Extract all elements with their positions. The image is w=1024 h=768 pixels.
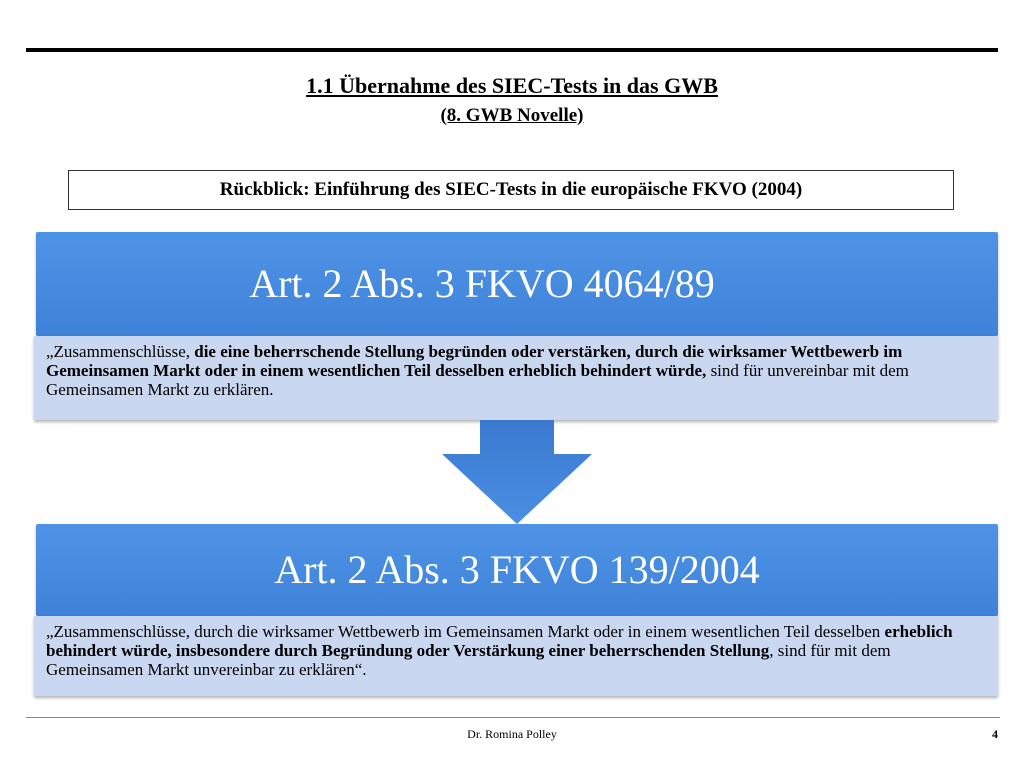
page-number: 4: [992, 727, 998, 741]
block1-heading: Art. 2 Abs. 3 FKVO 4064/89: [249, 261, 715, 306]
block1-body: [34, 336, 998, 420]
block2-heading: Art. 2 Abs. 3 FKVO 139/2004: [274, 547, 760, 592]
block2-header: [36, 524, 998, 616]
review-box: [68, 170, 954, 210]
block2-body: [34, 616, 998, 696]
block2-text-part2: , sind für mit dem Gemeinsamen Markt unvereinbar zu erklären“.: [46, 641, 891, 679]
block1-header: [36, 232, 998, 336]
block1-text-bold: die eine beherrschende Stellung begründen oder verstärken, durch die wirksamer Wettbewerb im Gemeinsamen Markt oder in einem wesentlichen Teil desselben erheblich behindert würde,: [46, 342, 903, 380]
title-block: [0, 72, 1024, 128]
footer-rule: [26, 717, 1000, 718]
down-arrow-icon: [442, 420, 592, 524]
block2-text: [46, 622, 986, 679]
block1-text-part2: sind für unvereinbar mit dem Gemeinsamen Markt zu erklären.: [46, 361, 909, 399]
block2-text-part1: „Zusammenschlüsse, durch die wirksamer Wettbewerb im Gemeinsamen Markt oder in einem wesentlichen Teil desselben: [46, 622, 885, 641]
block1-text: [46, 342, 986, 399]
slide-subtitle: (8. GWB Novelle): [440, 105, 584, 126]
review-box-text: Rückblick: Einführung des SIEC-Tests in die europäische FKVO (2004): [219, 179, 803, 200]
top-rule: [26, 48, 998, 52]
block2-text-bold: erheblich behindert würde, insbesondere durch Begründung oder Verstärkung einer beherrschenden Stellung: [46, 622, 953, 660]
slide-title: 1.1 Übernahme des SIEC-Tests in das GWB: [306, 73, 718, 98]
footer-author: Dr. Romina Polley: [467, 727, 557, 741]
block1-text-part1: „Zusammenschlüsse,: [46, 342, 195, 361]
